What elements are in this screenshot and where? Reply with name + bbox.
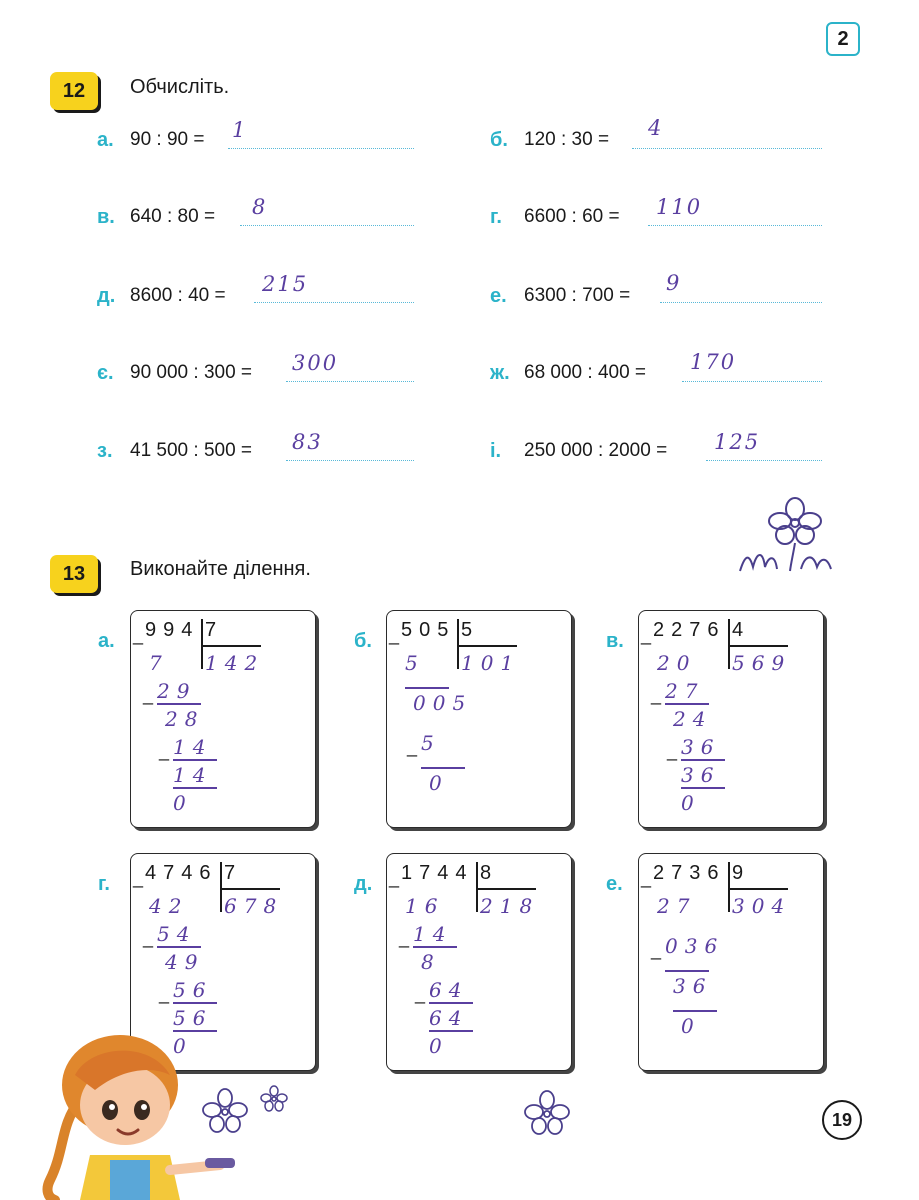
task12-expression: 41 500 : 500 = [130,440,253,461]
dividend: 505 [401,619,456,641]
divisor: 4 [732,619,751,641]
answer-line [254,302,414,303]
division-step[interactable]: 36 [673,974,713,998]
step-underline [673,1010,717,1012]
division-vertical-line [476,862,478,912]
task-13-title: Виконайте ділення. [130,558,311,580]
task12-answer[interactable]: 83 [292,430,323,454]
minus-sign: _ [159,741,170,761]
task12-expression: 8600 : 40 = [130,285,226,306]
step-underline [173,1002,217,1004]
task12-answer[interactable]: 300 [292,351,339,375]
division-step[interactable]: 64 [429,978,469,1002]
division-horizontal-line [220,888,280,890]
task12-answer[interactable]: 170 [690,350,737,374]
minus-sign: _ [651,940,662,960]
divisor: 5 [461,619,480,641]
division-step[interactable]: 36 [681,763,721,787]
minus-sign: _ [399,928,410,948]
task12-letter: г. [490,206,502,228]
division-step[interactable]: 0 [429,1034,449,1058]
answer-line [648,225,822,226]
task12-expression: 90 000 : 300 = [130,362,253,383]
task12-answer[interactable]: 110 [656,195,703,219]
dividend: 994 [145,619,200,641]
quotient[interactable]: 678 [224,894,284,918]
page-number: 19 [822,1100,862,1140]
minus-sign: _ [389,625,400,645]
answer-line [706,460,822,461]
step-underline [173,787,217,789]
division-letter: д. [354,873,373,895]
task12-letter: е. [490,285,507,307]
dividend: 4746 [145,862,218,884]
task12-expression: 640 : 80 = [130,206,216,227]
division-step[interactable]: 14 [413,922,453,946]
division-vertical-line [728,619,730,669]
flower-doodle-icon [260,1085,288,1113]
answer-line [228,148,414,149]
division-vertical-line [201,619,203,669]
division-b [350,610,580,830]
division-step[interactable]: 56 [173,1006,213,1030]
division-step[interactable]: 56 [173,978,213,1002]
task12-expression: 250 000 : 2000 = [524,440,668,461]
division-letter: в. [606,630,624,652]
task12-letter: з. [97,440,113,462]
division-e [602,853,832,1073]
minus-sign: _ [143,928,154,948]
minus-sign: _ [415,984,426,1004]
division-horizontal-line [457,645,517,647]
answer-line [660,302,822,303]
step-underline [681,759,725,761]
task12-expression: 6600 : 60 = [524,206,620,227]
task-12-title: Обчисліть. [130,76,230,98]
task12-letter: а. [97,129,114,151]
division-step[interactable]: 14 [173,735,213,759]
division-step[interactable]: 64 [429,1006,469,1030]
dividend: 2276 [653,619,726,641]
division-step[interactable]: 7 [149,651,169,675]
answer-line [682,381,822,382]
task12-letter: б. [490,129,508,151]
task12-answer[interactable]: 1 [232,118,248,142]
divisor: 9 [732,862,751,884]
division-step[interactable]: 36 [681,735,721,759]
minus-sign: _ [133,625,144,645]
flower-doodle-icon [522,1090,572,1140]
minus-sign: _ [407,737,418,757]
task12-letter: і. [490,440,502,462]
task12-answer[interactable]: 8 [252,195,268,219]
quotient[interactable]: 218 [480,894,540,918]
division-letter: г. [98,873,110,895]
division-box [638,853,824,1071]
step-underline [157,703,201,705]
divisor: 8 [480,862,499,884]
task12-letter: є. [97,362,114,384]
division-v [602,610,832,830]
division-step[interactable]: 005 [413,691,473,715]
division-step[interactable]: 8 [421,950,441,974]
division-vertical-line [457,619,459,669]
division-step[interactable]: 14 [173,763,213,787]
division-vertical-line [728,862,730,912]
step-underline [413,946,457,948]
division-step[interactable]: 036 [665,934,725,958]
minus-sign: _ [133,868,144,888]
minus-sign: _ [651,685,662,705]
division-d [350,853,580,1073]
answer-line [286,460,414,461]
task12-answer[interactable]: 125 [714,430,761,454]
step-underline [429,1002,473,1004]
division-step[interactable]: 5 [405,651,425,675]
step-underline [681,787,725,789]
flower-doodle-icon [735,495,835,575]
division-horizontal-line [201,645,261,647]
minus-sign: _ [641,625,652,645]
task-13-badge: 13 [50,555,98,593]
task12-letter: в. [97,206,115,228]
division-box [638,610,824,828]
quotient[interactable]: 304 [732,894,792,918]
division-horizontal-line [728,645,788,647]
step-underline [665,703,709,705]
quotient[interactable]: 101 [461,651,521,675]
division-step[interactable]: 27 [665,679,705,703]
minus-sign: _ [389,868,400,888]
division-step[interactable]: 0 [429,771,449,795]
task12-letter: д. [97,285,116,307]
division-box [130,610,316,828]
task12-expression: 68 000 : 400 = [524,362,647,383]
quotient[interactable]: 569 [732,651,792,675]
division-step[interactable]: 28 [165,707,205,731]
dividend: 1744 [401,862,474,884]
answer-line [286,381,414,382]
division-step[interactable]: 29 [157,679,197,703]
division-step[interactable]: 0 [681,791,701,815]
division-letter: е. [606,873,623,895]
divisor: 7 [205,619,224,641]
division-letter: а. [98,630,115,652]
division-step[interactable]: 16 [405,894,445,918]
step-underline [421,767,465,769]
division-vertical-line [220,862,222,912]
quotient[interactable]: 142 [205,651,265,675]
divisor: 7 [224,862,243,884]
division-step[interactable]: 5 [421,731,441,755]
step-underline [157,946,201,948]
step-underline [405,687,449,689]
dividend: 2736 [653,862,726,884]
division-box [386,853,572,1071]
step-underline [429,1030,473,1032]
task12-letter: ж. [490,362,510,384]
task12-answer[interactable]: 215 [262,272,309,296]
minus-sign: _ [143,685,154,705]
division-step[interactable]: 20 [657,651,697,675]
division-step[interactable]: 42 [149,894,189,918]
division-step[interactable]: 54 [157,922,197,946]
answer-line [632,148,822,149]
task12-expression: 6300 : 700 = [524,285,631,306]
minus-sign: _ [667,741,678,761]
division-step[interactable]: 0 [173,791,193,815]
division-box [386,610,572,828]
task12-expression: 90 : 90 = [130,129,205,150]
task12-answer[interactable]: 4 [648,116,664,140]
division-horizontal-line [728,888,788,890]
division-a [94,610,324,830]
task-12-badge: 12 [50,72,98,110]
division-letter: б. [354,630,372,652]
minus-sign: _ [641,868,652,888]
division-step[interactable]: 27 [657,894,697,918]
division-step[interactable]: 0 [173,1034,193,1058]
division-step[interactable]: 0 [681,1014,701,1038]
flower-doodle-icon [200,1088,250,1138]
task12-answer[interactable]: 9 [666,271,682,295]
answer-line [240,225,414,226]
task12-expression: 120 : 30 = [524,129,610,150]
division-step[interactable]: 49 [165,950,205,974]
chapter-badge: 2 [826,22,860,56]
step-underline [173,759,217,761]
step-underline [665,970,709,972]
minus-sign: _ [159,984,170,1004]
division-horizontal-line [476,888,536,890]
division-step[interactable]: 24 [673,707,713,731]
